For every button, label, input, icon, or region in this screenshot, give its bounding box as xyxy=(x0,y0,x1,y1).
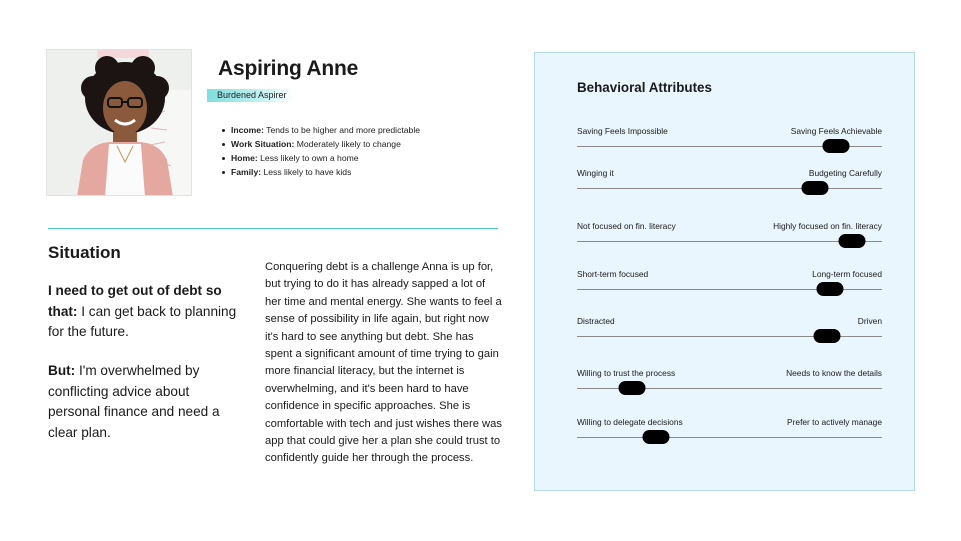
attribute-left-label: Distracted xyxy=(577,316,615,326)
attribute-left-label: Not focused on fin. literacy xyxy=(577,221,676,231)
slider-thumb[interactable] xyxy=(823,139,850,153)
panel-title: Behavioral Attributes xyxy=(577,80,712,95)
attribute-left-label: Winging it xyxy=(577,168,614,178)
situation-but: But: I'm overwhelmed by conflicting advice about personal finance and need a clear plan. xyxy=(48,363,220,440)
attribute-saving xyxy=(577,126,882,156)
behavioral-attributes-panel xyxy=(534,52,915,491)
attribute-focus xyxy=(577,269,882,299)
portrait-image xyxy=(47,50,192,196)
situation-need: I need to get out of debt so that: I can get back to planning for the future. xyxy=(48,283,237,339)
slider-thumb[interactable] xyxy=(801,181,828,195)
section-divider xyxy=(48,228,498,229)
attribute-left-label: Saving Feels Impossible xyxy=(577,126,668,136)
persona-photo xyxy=(46,49,192,196)
attribute-right-label: Highly focused on fin. literacy xyxy=(773,221,882,231)
persona-name: Aspiring Anne xyxy=(218,57,359,80)
persona-facts-list xyxy=(222,123,420,179)
attribute-delegate xyxy=(577,417,882,447)
slider-track xyxy=(577,241,882,242)
persona-tag: Burdened Aspirer xyxy=(207,89,293,102)
attribute-literacy xyxy=(577,221,882,251)
list-item: Home: Less likely to own a home xyxy=(222,151,420,165)
list-item: Work Situation: Moderately likely to change xyxy=(222,137,420,151)
slider-thumb[interactable] xyxy=(814,329,841,343)
attribute-right-label: Driven xyxy=(857,316,882,326)
situation-title: Situation xyxy=(48,243,121,262)
attribute-right-label: Needs to know the details xyxy=(786,368,882,378)
attribute-budgeting xyxy=(577,168,882,198)
attribute-right-label: Saving Feels Achievable xyxy=(790,126,882,136)
slider-thumb[interactable] xyxy=(643,430,670,444)
slider-thumb[interactable] xyxy=(817,282,844,296)
attribute-left-label: Willing to delegate decisions xyxy=(577,417,683,427)
attribute-right-label: Prefer to actively manage xyxy=(787,417,882,427)
attribute-right-label: Long-term focused xyxy=(812,269,882,279)
list-item: Family: Less likely to have kids xyxy=(222,165,420,179)
attribute-right-label: Budgeting Carefully xyxy=(808,168,882,178)
attribute-left-label: Short-term focused xyxy=(577,269,649,279)
list-item: Income: Tends to be higher and more predictable xyxy=(222,123,420,137)
situation-story: Conquering debt is a challenge Anna is up for, but trying to do it has already sapped a lot of her time and mental energy. She wants to feel a sense of possibility in life again, but right now it's hard to see anything but debt. She has spent a significant amount of time trying to gain more financial literacy, but the internet is overwhelming, and it's been hard to have confidence in specific approaches. She is comfortable with tech and just wishes there was app that could give her a plan she could trust to confidently guide her through the process. xyxy=(265,261,502,465)
slider-track xyxy=(577,437,882,438)
slider-thumb[interactable] xyxy=(838,234,865,248)
slider-track xyxy=(577,188,882,189)
slider-thumb[interactable] xyxy=(618,381,645,395)
attribute-drive xyxy=(577,316,882,346)
attribute-trust xyxy=(577,368,882,398)
attribute-left-label: Willing to trust the process xyxy=(577,368,676,378)
